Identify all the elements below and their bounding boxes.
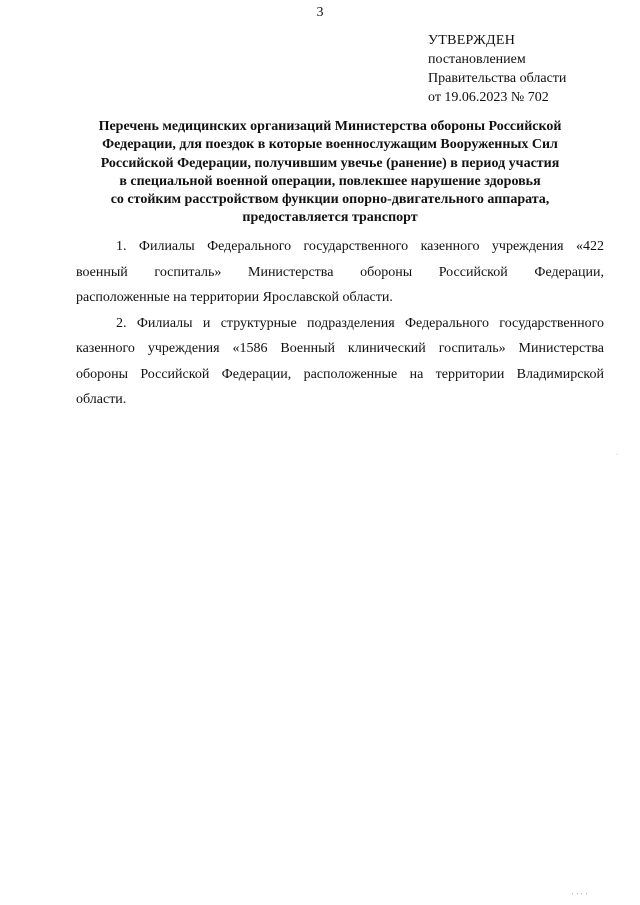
paragraph-line: казенного учреждения «1586 Военный клинический госпиталь» Министерства	[76, 341, 604, 356]
list-item	[76, 311, 604, 413]
paragraph-line: 2. Филиалы и структурные подразделения Федерального государственного	[116, 315, 604, 331]
approval-by: постановлением	[428, 52, 526, 67]
approval-date-number: от 19.06.2023 № 702	[428, 90, 549, 105]
approval-authority: Правительства области	[428, 71, 567, 86]
paragraph-line: обороны Российской Федерации, расположенные на территории Владимирской	[76, 366, 604, 382]
paragraph-line: военный госпиталь» Министерства обороны Российской Федерации,	[76, 264, 604, 280]
scan-mark: ·	[616, 452, 618, 458]
paragraph-line: 1. Филиалы Федерального государственного казенного учреждения «422	[116, 239, 604, 254]
paragraph-line: области.	[76, 392, 127, 407]
title-line: в специальной военной операции, повлекшее нарушение здоровья	[119, 173, 541, 189]
title-line: предоставляется транспорт	[242, 210, 418, 226]
title-line: со стойким расстройством функции опорно-двигательного аппарата,	[110, 192, 550, 208]
list-item	[76, 234, 604, 311]
document-body	[76, 234, 604, 413]
approval-stamp	[428, 31, 566, 107]
title-line: Перечень медицинских организаций Министерства обороны Российской	[98, 119, 562, 134]
paragraph-line: расположенные на территории Ярославской области.	[76, 290, 393, 305]
title-line: Федерации, для поездок в которые военнослужащим Вооруженных Сил	[102, 137, 558, 153]
approval-heading: УТВЕРЖДЕН	[428, 33, 516, 48]
document-title	[60, 118, 600, 228]
scan-mark: ' ' ' '	[572, 893, 588, 899]
page-number: 3	[316, 5, 324, 20]
title-line: Российской Федерации, получившим увечье (ранение) в период участия	[100, 155, 560, 171]
